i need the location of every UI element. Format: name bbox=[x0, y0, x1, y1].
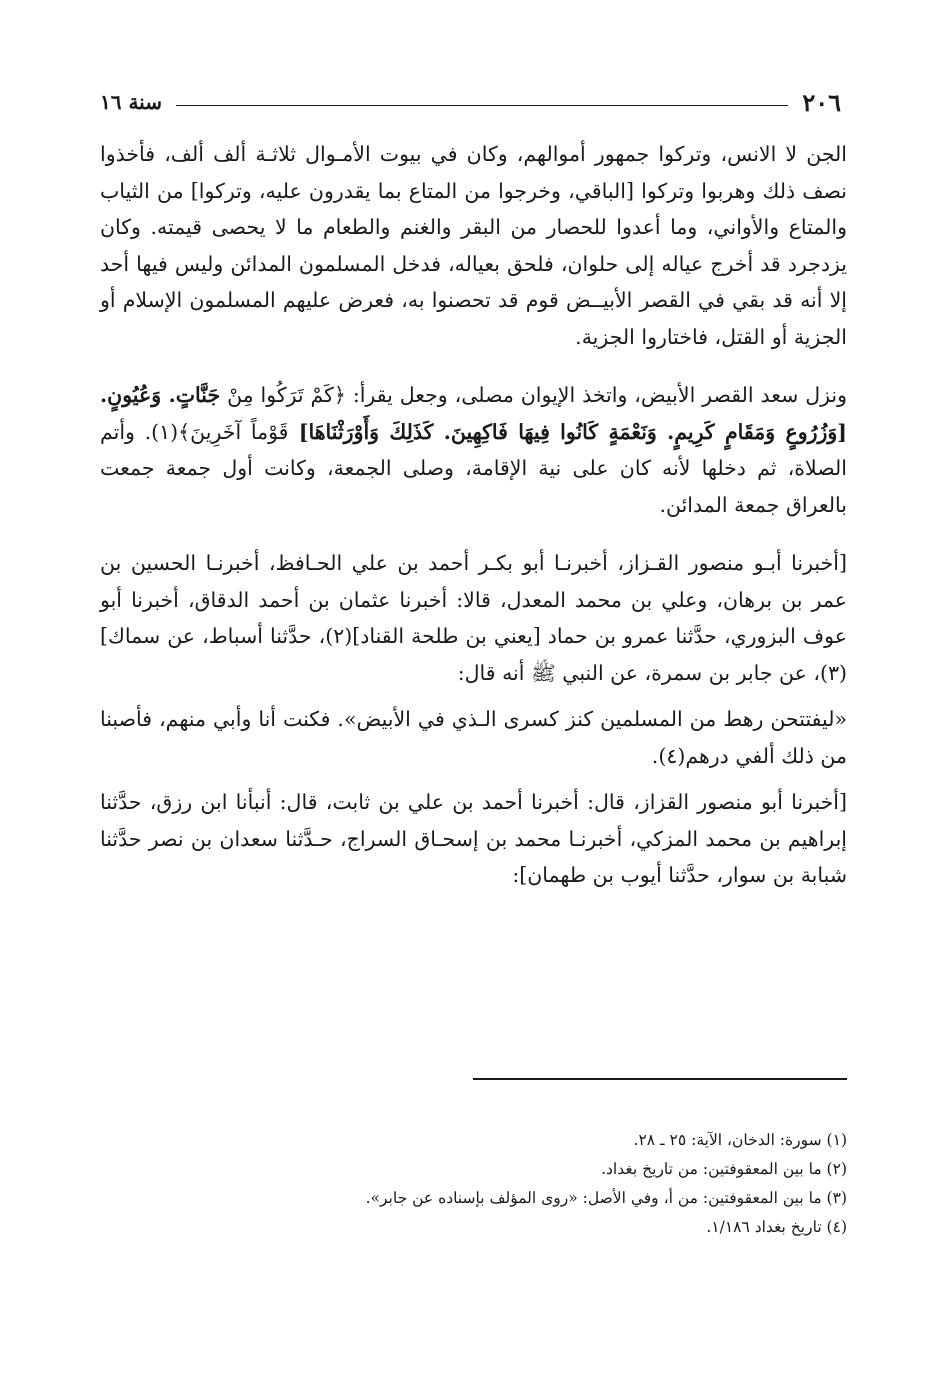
text-line: [أخبرنا أبـو منصور القـزاز، أخبرنـا أبو بكـر أحمد بن علي الحـافظ، أخبرنـا bbox=[196, 551, 847, 575]
text-line: وليس فيها أحد إلا أنه قد بقي في القصر الأبيــض قوم قد تحصنوا به، فعرض عليهم bbox=[100, 251, 847, 312]
footnotes bbox=[100, 1126, 847, 1242]
text-line: [أخبرنا أبو منصور القزاز، قال: أخبرنا أحمد بن علي بن ثابت، قال: أنبأنا ابن bbox=[192, 790, 847, 814]
text-line: فأخذوا نصف ذلك وهربوا وتركوا [الباقي، وخرجوا من المتاع بما يقدرون عليه، وتركوا] bbox=[100, 142, 847, 203]
page-number: ٢٠٦ bbox=[802, 87, 841, 117]
text-line: قَوْماً آخَرِينَ﴾(١). وأتم الصلاة، ثم دخلها لأنه كان على نية الإقامة، وصلى الجمعة، bbox=[100, 419, 847, 480]
paragraph-saad-white-palace bbox=[100, 377, 847, 523]
footnote-4: (٤) تاريخ بغداد ١/١٨٦. bbox=[706, 1218, 847, 1236]
text-line: قيمته. وكان يزدجرد قد أخرج عياله إلى حلوان، فلحق بعياله، فدخل المسلمون المدائن bbox=[100, 215, 848, 276]
paragraph-isnad-1 bbox=[100, 545, 847, 691]
header-rule bbox=[176, 105, 788, 106]
quran-verse-line: جَنَّاتٍ. وَعُيُونٍ. [وَزُرُوعٍ وَمَقَامٍ كَرِيمٍ. وَنَعْمَةٍ كَانُوا فِيهَا فَاكِهِينَ. كَذَلِكَ وَأَوْرَثْنَاهَا] bbox=[100, 383, 847, 444]
text-line: رزق، حدَّثنا إبراهيم بن محمد المزكي، أخبرنـا محمد بن إسحـاق السراج، حـدَّثنا bbox=[100, 790, 847, 851]
text-line: منهم، فأصبنا من ذلك ألفي درهم(٤). bbox=[100, 707, 847, 768]
footnote-2: (٢) ما بين المعقوفتين: من تاريخ بغداد. bbox=[601, 1160, 847, 1178]
text-line: الجن لا الانس، وتركوا جمهور أموالهم، وكان في بيوت الأمـوال ثلاثـة ألف ألف، bbox=[155, 142, 847, 166]
text-line: الحسين بن عمر بن برهان، وعلي بن محمد المعدل، قالا: أخبرنا عثمان بن أحمد bbox=[100, 551, 847, 612]
text-line: ونزل سعد القصر الأبيض، واتخذ الإيوان مصلى، وجعل يقرأ: ﴿كَمْ تَرَكُوا مِنْ bbox=[220, 383, 848, 407]
footnote-1: (١) سورة: الدخان، الآية: ٢٥ ـ ٢٨. bbox=[633, 1131, 847, 1149]
paragraph-isnad-2 bbox=[100, 784, 847, 894]
text-line: وكانت أول جمعة جمعت بالعراق جمعة المدائن. bbox=[100, 456, 847, 517]
text-line: حدَّثنا أسباط، عن سماك](٣)، عن جابر بن سمرة، عن النبي ﷺ أنه قال: bbox=[100, 624, 847, 685]
text-line: الدقاق، أخبرنا أبو عوف البزوري، حدَّثنا عمرو بن حماد [يعني بن طلحة القناد](٢)، bbox=[100, 587, 847, 648]
paragraph-madain-capture bbox=[100, 136, 847, 355]
footnote-rule bbox=[473, 1078, 847, 1080]
text-line: المسلمون الإسلام أو الجزية أو القتل، فاختاروا الجزية. bbox=[100, 288, 847, 349]
text-line: «ليفتتحن رهط من المسلمين كنز كسرى الـذي في الأبيض». فكنت أنا وأبي bbox=[205, 707, 847, 731]
main-text bbox=[100, 136, 847, 894]
text-line: من الثياب والمتاع والأواني، وما أعدوا للحصار من البقر والغنم والطعام ما لا يحصى bbox=[100, 178, 847, 239]
text-line: سعدان بن نصر حدَّثنا شبابة بن سوار، حدَّثنا أيوب بن طهمان]: bbox=[100, 826, 847, 887]
page-header bbox=[100, 84, 841, 120]
footnote-3: (٣) ما بين المعقوفتين: من أ، وفي الأصل: «روى المؤلف بإسناده عن جابر». bbox=[365, 1189, 847, 1207]
paragraph-hadith bbox=[100, 701, 847, 774]
header-year-label: سنة ١٦ bbox=[100, 90, 162, 114]
